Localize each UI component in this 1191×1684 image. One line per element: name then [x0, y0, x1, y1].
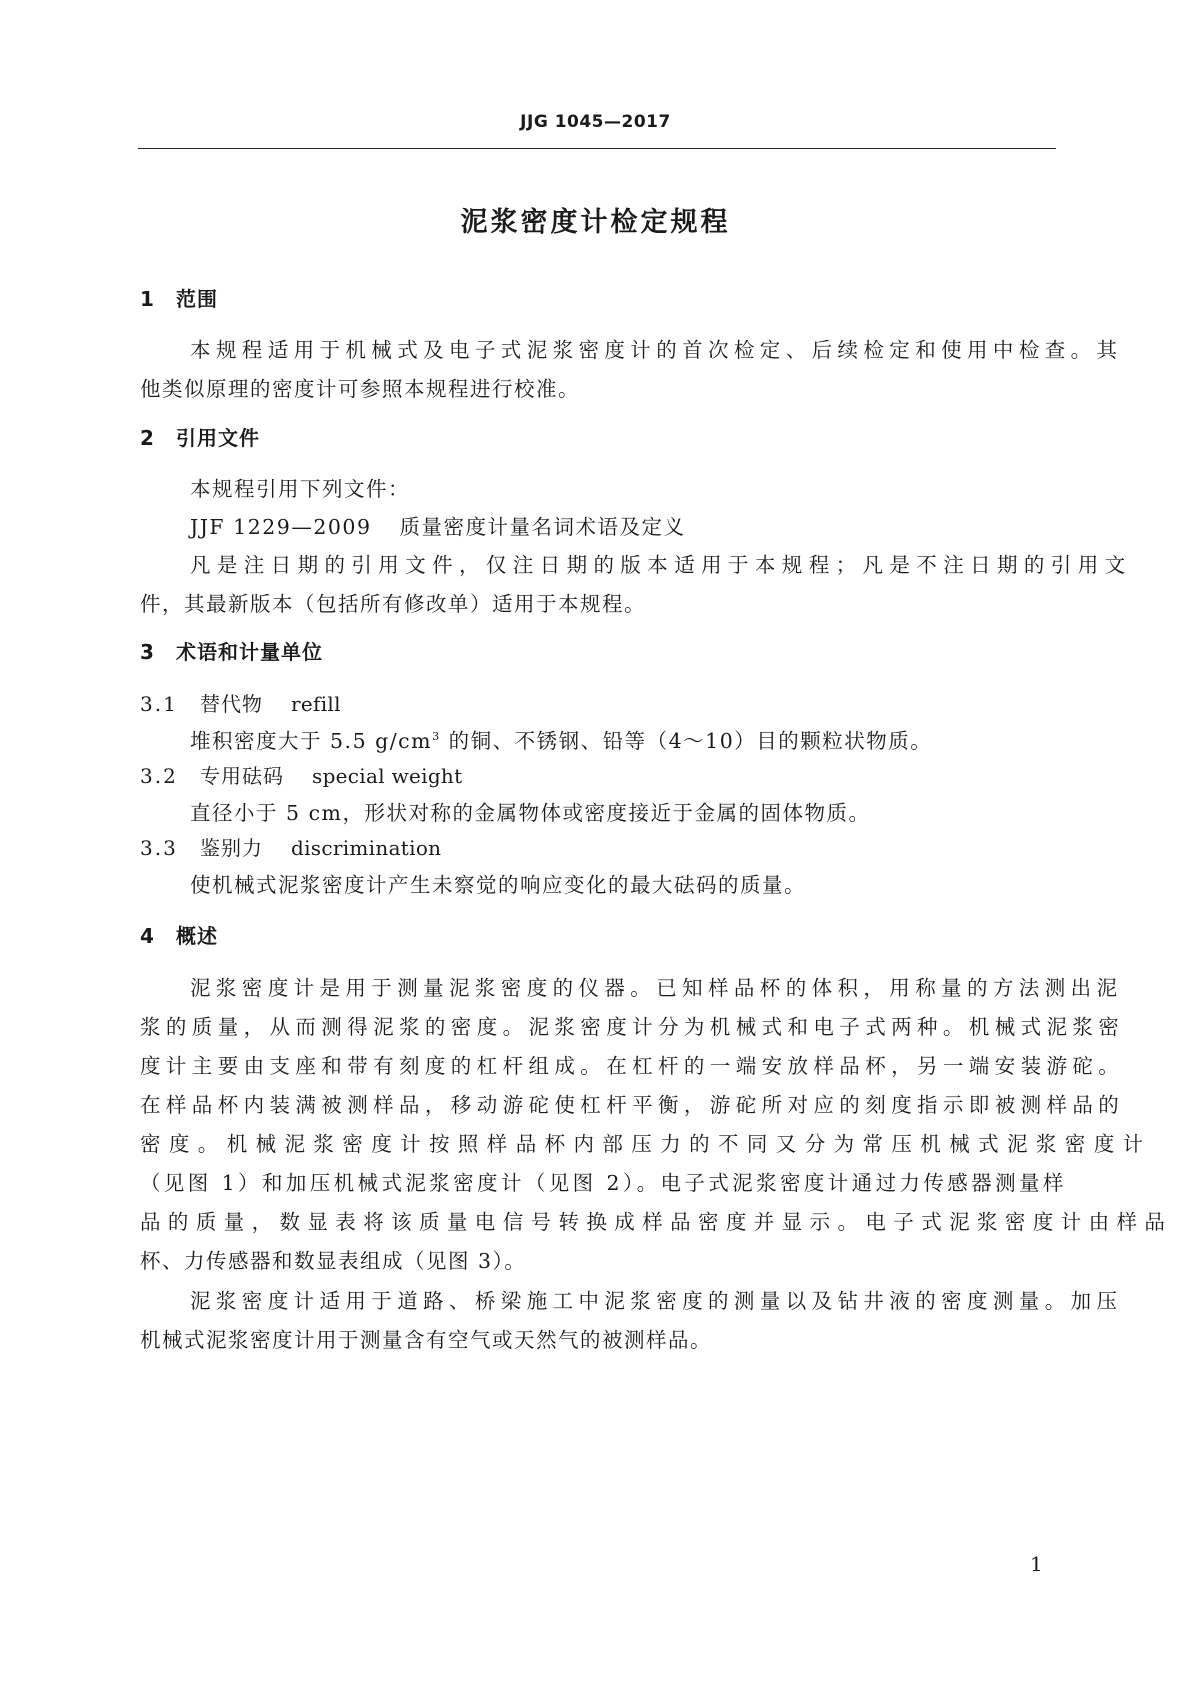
term-chinese: 替代物 — [200, 692, 263, 716]
term-english: special weight — [312, 764, 463, 788]
paragraph-line: 本规程适用于机械式及电子式泥浆密度计的首次检定、后续检定和使用中检查。其 — [190, 338, 1123, 362]
section-title: 概述 — [176, 924, 218, 948]
section-number: 2 — [140, 426, 155, 450]
term-number: 3.1 — [140, 692, 178, 716]
page-number: 1 — [1030, 1552, 1043, 1576]
paragraph-line: 浆的质量，从而测得泥浆的密度。泥浆密度计分为机械式和电子式两种。机械式泥浆密 — [140, 1015, 1125, 1039]
paragraph-line: 凡是注日期的引用文件，仅注日期的版本适用于本规程；凡是不注日期的引用文 — [190, 553, 1132, 577]
term-english: refill — [291, 692, 341, 716]
reference-title: 质量密度计量名词术语及定义 — [399, 515, 686, 539]
term-3-1 — [140, 688, 341, 717]
section-number: 3 — [140, 640, 155, 664]
paragraph-line: 机械式泥浆密度计用于测量含有空气或天然气的被测样品。 — [140, 1328, 712, 1352]
paragraph-line: 本规程引用下列文件： — [190, 477, 410, 501]
paragraph-line: 密度。机械泥浆密度计按照样品杯内部压力的不同又分为常压机械式泥浆密度计 — [140, 1132, 1152, 1156]
term-definition: 直径小于 5 cm，形状对称的金属物体或密度接近于金属的固体物质。 — [190, 801, 871, 825]
term-definition: 使机械式泥浆密度计产生未察觉的响应变化的最大砝码的质量。 — [190, 873, 806, 897]
header-rule — [138, 148, 1056, 149]
section-2-heading — [140, 422, 260, 451]
paragraph-line: 泥浆密度计适用于道路、桥梁施工中泥浆密度的测量以及钻井液的密度测量。加压 — [190, 1289, 1123, 1313]
section-4-heading — [140, 920, 218, 949]
term-english: discrimination — [291, 836, 442, 860]
term-3-3 — [140, 832, 441, 861]
superscript: 3 — [432, 730, 441, 744]
reference-code: JJF 1229—2009 — [190, 515, 372, 539]
document-title: 泥浆密度计检定规程 — [460, 207, 731, 238]
paragraph-line: 度计主要由支座和带有刻度的杠杆组成。在杠杆的一端安放样品杯，另一端安装游砣。 — [140, 1054, 1125, 1078]
term-chinese: 鉴别力 — [200, 836, 263, 860]
paragraph-line: 在样品杯内装满被测样品，移动游砣使杠杆平衡，游砣所对应的刻度指示即被测样品的 — [140, 1093, 1125, 1117]
section-number: 1 — [140, 287, 155, 311]
term-number: 3.3 — [140, 836, 178, 860]
paragraph-line: 杯、力传感器和数显表组成（见图 3）。 — [140, 1249, 527, 1273]
term-chinese: 专用砝码 — [200, 764, 284, 788]
section-title: 术语和计量单位 — [176, 640, 323, 664]
section-number: 4 — [140, 924, 155, 948]
term-3-2 — [140, 760, 462, 789]
section-1-heading — [140, 283, 218, 312]
standard-code-header: JJG 1045—2017 — [520, 112, 671, 132]
paragraph-line: 件，其最新版本（包括所有修改单）适用于本规程。 — [140, 592, 646, 616]
paragraph-line: 他类似原理的密度计可参照本规程进行校准。 — [140, 377, 580, 401]
definition-text: 堆积密度大于 5.5 g/cm — [190, 729, 433, 753]
paragraph-line: 品的质量，数显表将该质量电信号转换成样品密度并显示。电子式泥浆密度计由样品 — [140, 1210, 1173, 1234]
section-title: 范围 — [176, 287, 218, 311]
paragraph-line: 泥浆密度计是用于测量泥浆密度的仪器。已知样品杯的体积，用称量的方法测出泥 — [190, 976, 1123, 1000]
paragraph-line: （见图 1）和加压机械式泥浆密度计（见图 2）。电子式泥浆密度计通过力传感器测量样 — [140, 1171, 1067, 1195]
term-definition — [190, 724, 932, 754]
reference-entry — [190, 510, 686, 540]
section-3-heading — [140, 636, 323, 665]
section-title: 引用文件 — [176, 426, 260, 450]
definition-text: 的铜、不锈钢、铅等（4～10）目的颗粒状物质。 — [440, 729, 933, 753]
term-number: 3.2 — [140, 764, 178, 788]
